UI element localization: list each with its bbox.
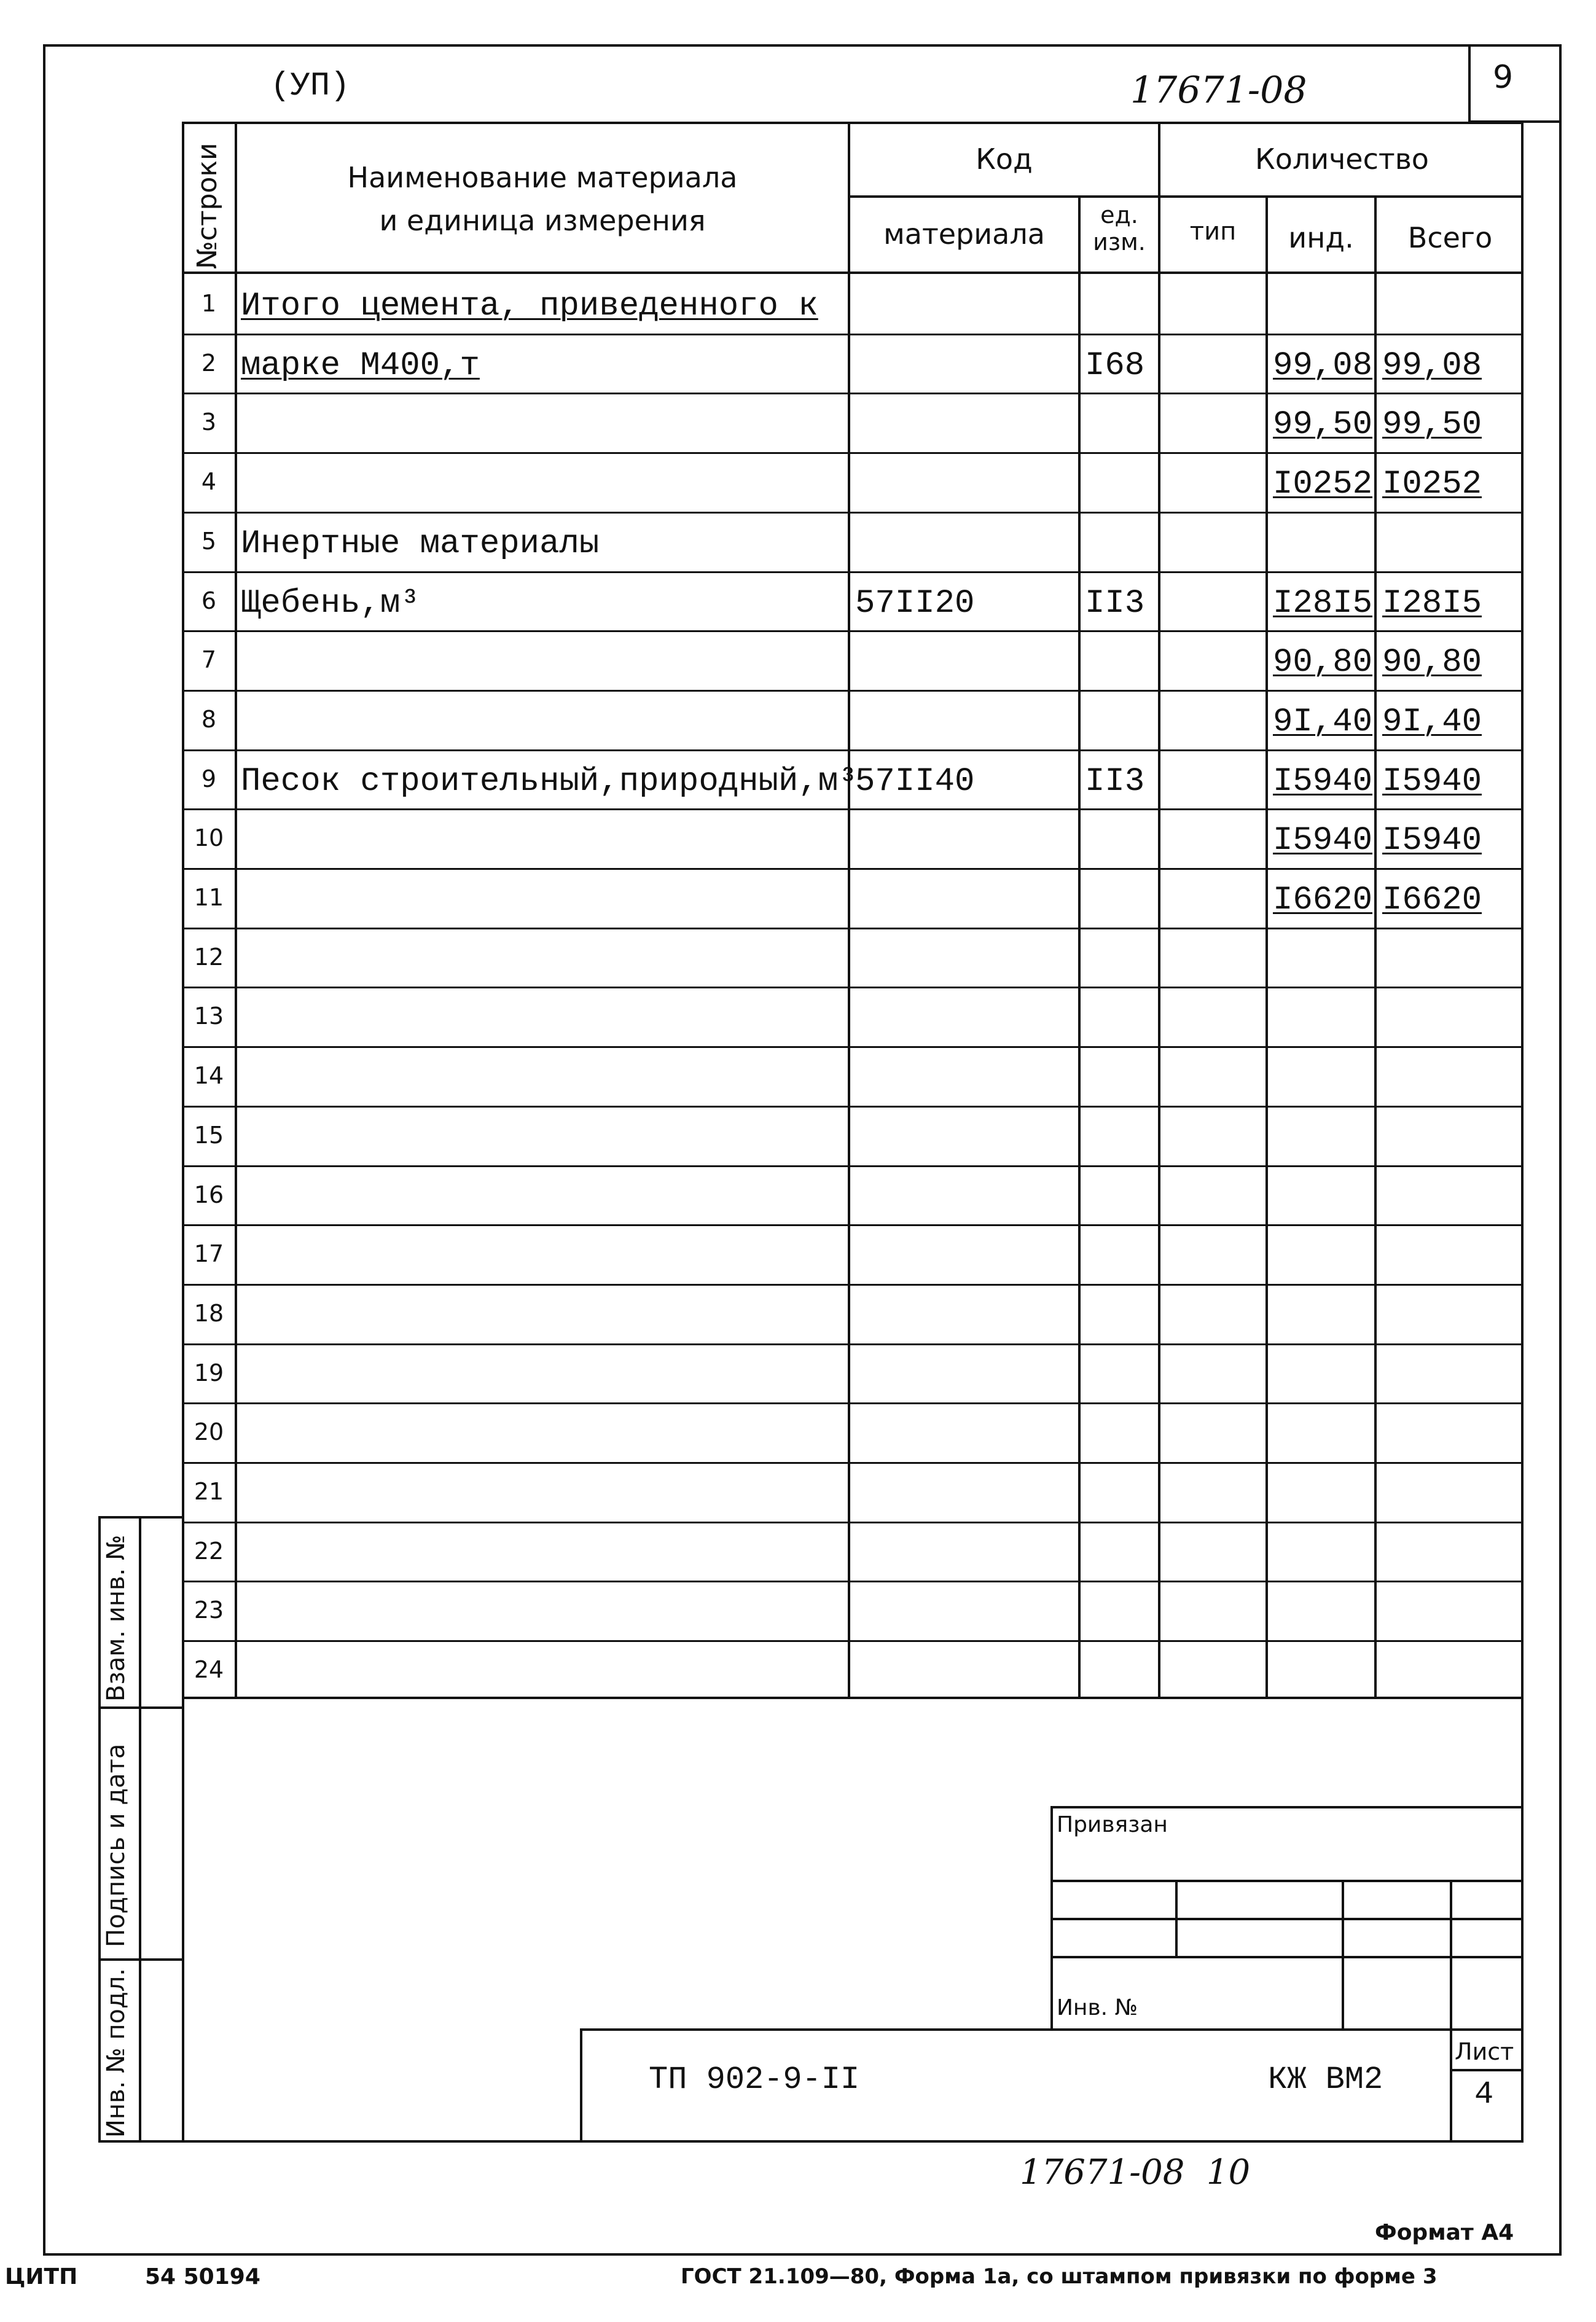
page-number-divider <box>1468 44 1471 123</box>
row-separator <box>182 1462 1524 1464</box>
col-line-code <box>1078 195 1081 1699</box>
row-number: 19 <box>194 1359 224 1386</box>
header-code: Код <box>976 143 1033 176</box>
row-separator <box>182 987 1524 988</box>
binding-inv-no: Инв. № <box>1057 1995 1138 2020</box>
row-separator <box>182 690 1524 692</box>
header-qty-total: Всего <box>1407 221 1493 254</box>
row-ind: 90,80 <box>1273 644 1373 681</box>
up-label: (УП) <box>270 68 350 105</box>
col-line-ind <box>1374 195 1377 1699</box>
row-number: 18 <box>194 1300 224 1327</box>
row-number: 7 <box>201 646 217 673</box>
row-ind: I0252 <box>1273 466 1373 503</box>
row-number: 24 <box>194 1656 224 1683</box>
row-code: 57II20 <box>855 585 975 622</box>
row-number: 23 <box>194 1597 224 1624</box>
row-separator <box>182 1224 1524 1226</box>
row-unit: II3 <box>1085 763 1145 800</box>
footer-format: Формат А4 <box>1375 2220 1514 2245</box>
header-bottom <box>182 272 1524 274</box>
row-number: 6 <box>201 587 217 614</box>
row-number: 4 <box>201 468 217 495</box>
bottom-handwritten-number: 17671-08 10 <box>1020 2152 1251 2192</box>
row-separator <box>182 928 1524 929</box>
row-total: I0252 <box>1382 466 1482 503</box>
row-total: I5940 <box>1382 763 1482 800</box>
side-podpis-data: Подпись и дата <box>102 1743 130 1947</box>
row-number: 3 <box>201 408 217 436</box>
row-number: 10 <box>194 824 224 851</box>
header-row-no: №строки <box>192 143 223 269</box>
header-subdivider <box>848 195 1524 198</box>
row-number: 5 <box>201 528 217 555</box>
title-project: ТП 902-9-II <box>649 2062 860 2098</box>
row-number: 1 <box>201 290 217 317</box>
binding-line1 <box>1050 1880 1524 1882</box>
row-separator <box>182 749 1524 751</box>
row-separator <box>182 393 1524 394</box>
footer-gost: ГОСТ 21.109—80, Форма 1а, со штампом привязки по форме 3 <box>681 2264 1438 2289</box>
lower-left-line <box>182 1699 184 2143</box>
side-stamp-inner-line <box>139 1516 141 2143</box>
col-line-type <box>1265 195 1268 1699</box>
row-code: 57II40 <box>855 763 975 800</box>
row-number: 21 <box>194 1478 224 1505</box>
row-number: 17 <box>194 1240 224 1267</box>
side-inv-podl: Инв. № подл. <box>102 1968 130 2138</box>
title-sheet-hline <box>1450 2069 1524 2071</box>
header-qty-type: тип <box>1189 217 1237 246</box>
row-total: 99,08 <box>1382 347 1482 385</box>
page-number: 9 <box>1493 59 1514 96</box>
row-number: 16 <box>194 1181 224 1208</box>
binding-privyazan: Привязан <box>1057 1812 1168 1837</box>
title-sheet-no: 4 <box>1474 2076 1494 2113</box>
side-vzam-inv: Взам. инв. № <box>102 1534 130 1702</box>
header-code-material: материала <box>883 217 1045 251</box>
row-number: 15 <box>194 1122 224 1149</box>
binding-line2 <box>1050 1918 1524 1920</box>
row-separator <box>182 1343 1524 1345</box>
row-name: Итого цемента, приведенного к <box>241 287 818 325</box>
row-unit: I68 <box>1085 347 1145 385</box>
row-ind: I28I5 <box>1273 585 1373 622</box>
row-ind: I5940 <box>1273 822 1373 859</box>
row-separator <box>182 1106 1524 1108</box>
row-total: 9I,40 <box>1382 703 1482 741</box>
row-total: 90,80 <box>1382 644 1482 681</box>
row-number: 12 <box>194 944 224 971</box>
row-name: Инертные материалы <box>241 525 600 563</box>
row-number: 22 <box>194 1538 224 1565</box>
title-mark: КЖ ВМ2 <box>1268 2062 1383 2098</box>
row-separator <box>182 334 1524 335</box>
row-separator <box>182 452 1524 454</box>
footer-org: ЦИТП <box>5 2264 78 2289</box>
row-total: I6620 <box>1382 882 1482 919</box>
side-stamp-div2 <box>98 1958 184 1961</box>
row-separator <box>182 1046 1524 1048</box>
footer-order-no: 54 50194 <box>145 2264 260 2289</box>
row-separator <box>182 630 1524 632</box>
row-number: 9 <box>201 765 217 792</box>
row-separator <box>182 1402 1524 1404</box>
row-name: марке М400,т <box>241 347 480 385</box>
row-separator <box>182 1522 1524 1523</box>
binding-col2 <box>1342 1880 1344 2031</box>
side-stamp-div1 <box>98 1706 184 1709</box>
row-unit: II3 <box>1085 585 1145 622</box>
row-number: 8 <box>201 706 217 733</box>
row-number: 13 <box>194 1003 224 1030</box>
row-name: Щебень,м³ <box>241 585 420 622</box>
row-ind: 99,08 <box>1273 347 1373 385</box>
binding-line3 <box>1050 1956 1524 1958</box>
row-separator <box>182 1581 1524 1582</box>
header-name-line2: и единица измерения <box>379 204 706 237</box>
row-separator <box>182 1640 1524 1642</box>
row-separator <box>182 808 1524 810</box>
row-separator <box>182 1284 1524 1286</box>
row-separator <box>182 868 1524 870</box>
footer-rule <box>43 2253 1562 2256</box>
row-separator <box>182 1165 1524 1167</box>
row-number: 11 <box>194 884 224 911</box>
row-separator <box>182 512 1524 514</box>
row-total: I28I5 <box>1382 585 1482 622</box>
row-ind: 9I,40 <box>1273 703 1373 741</box>
row-number: 20 <box>194 1418 224 1445</box>
doc-number: 17671-08 <box>1130 69 1307 112</box>
header-name-line1: Наименование материала <box>347 161 738 194</box>
title-sheet-divider <box>1450 2028 1452 2143</box>
header-code-unit: ед. изм. <box>1093 201 1146 256</box>
row-ind: I5940 <box>1273 763 1373 800</box>
row-name: Песок строительный,природный,м³ <box>241 763 858 800</box>
row-ind: 99,50 <box>1273 406 1373 444</box>
title-sheet-label: Лист <box>1455 2038 1514 2065</box>
row-total: I5940 <box>1382 822 1482 859</box>
header-qty-ind: инд. <box>1288 221 1354 254</box>
row-separator <box>182 571 1524 573</box>
row-total: 99,50 <box>1382 406 1482 444</box>
binding-col1 <box>1175 1880 1178 1958</box>
row-ind: I6620 <box>1273 882 1373 919</box>
row-number: 14 <box>194 1062 224 1089</box>
header-quantity: Количество <box>1255 143 1429 176</box>
row-number: 2 <box>201 350 217 377</box>
binding-col3 <box>1450 1880 1452 2031</box>
